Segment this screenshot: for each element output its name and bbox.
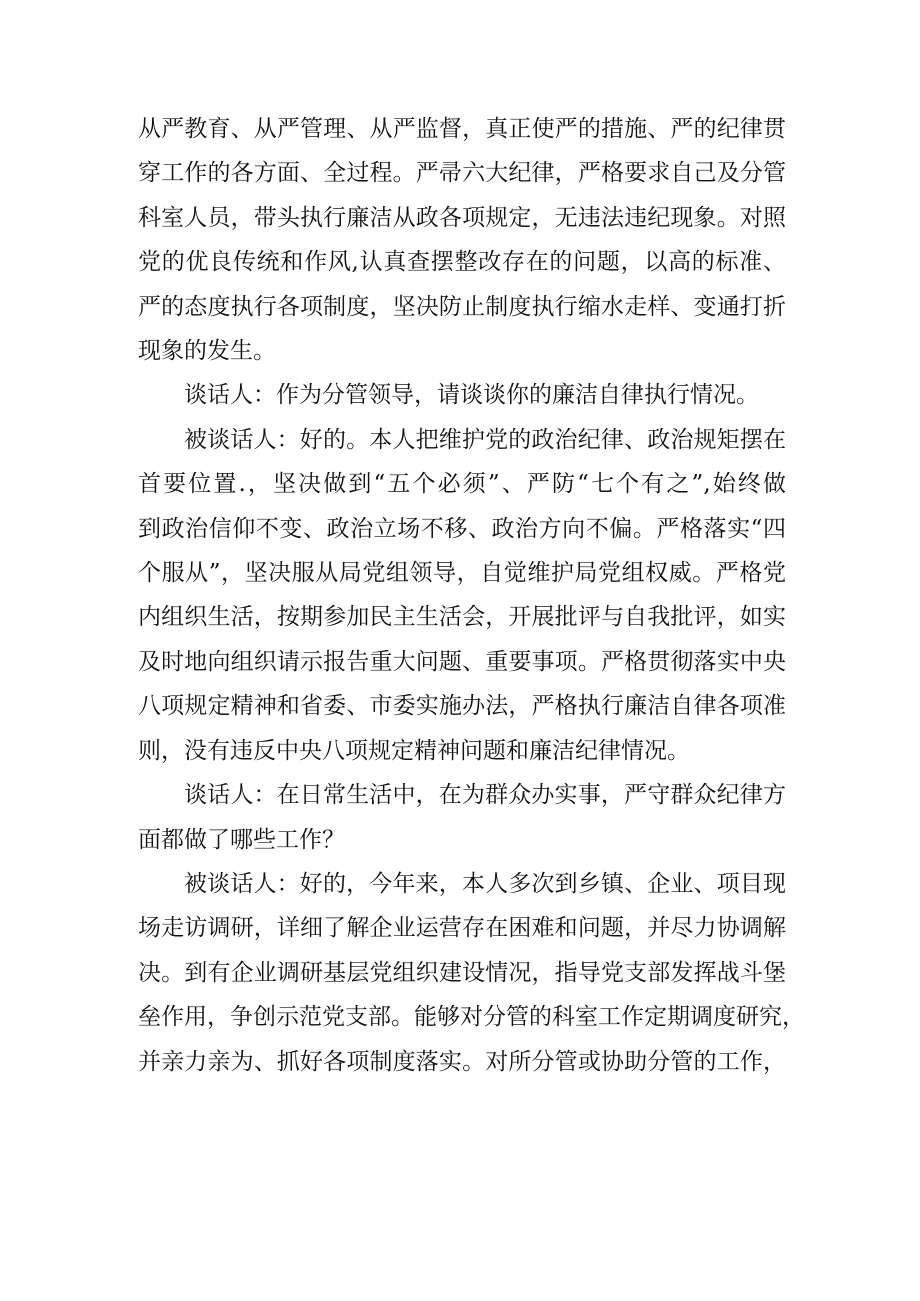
text-line: 个服从”，坚决服从局党组领导，自觉维护局党组权威。严格党	[138, 560, 786, 587]
text-line: 面都做了哪些工作？	[138, 826, 345, 853]
text-line: 现象的发生。	[138, 338, 276, 365]
text-line: 场走访调研，详细了解企业运营存在困难和问题，并尽力协调解	[138, 915, 786, 942]
text-line: 内组织生活，按期参加民主生活会，开展批评与自我批评，如实	[138, 604, 786, 631]
paragraph-2-question	[138, 373, 786, 417]
text-line: 从严教育、从严管理、从严监督，真正使严的措施、严的纪律贯	[138, 116, 786, 142]
document-body	[138, 107, 805, 1084]
text-line: 谈话人：作为分管领导，请谈谈你的廉洁自律执行情况。	[184, 382, 759, 409]
text-line: 党的优良传统和作风,认真查摆整改存在的问题，以高的标准、	[138, 249, 786, 276]
text-line: 并亲力亲为、抓好各项制度落实。对所分管或协助分管的工作，	[138, 1048, 786, 1075]
paragraph-1	[138, 107, 786, 373]
text-line: 首要位置.，坚决做到“五个必须”、严防“七个有之”,始终做	[138, 471, 786, 498]
text-line: 严的态度执行各项制度，坚决防止制度执行缩水走样、变通打折	[138, 293, 786, 320]
text-line: 决。到有企业调研基层党组织建设情况，指导党支部发挥战斗堡	[138, 959, 786, 986]
paragraph-4-question	[138, 773, 786, 862]
text-line: 谈话人：在日常生活中，在为群众办实事，严守群众纪律方	[184, 782, 786, 809]
text-line: 垒作用，争创示范党支部。能够对分管的科室工作定期调度研究，	[138, 1004, 805, 1031]
text-line: 八项规定精神和省委、市委实施办法，严格执行廉洁自律各项准	[138, 693, 786, 720]
text-line: 及时地向组织请示报告重大问题、重要事项。严格贯彻落实中央	[138, 648, 786, 675]
text-line: 被谈话人：好的。本人把维护党的政治纪律、政治规矩摆在	[184, 426, 786, 453]
text-line: 穿工作的各方面、全过程。严帚六大纪律，严格要求自己及分管	[138, 160, 786, 187]
paragraph-3-answer	[138, 418, 786, 773]
paragraph-5-answer	[138, 862, 805, 1084]
text-line: 被谈话人：好的，今年来，本人多次到乡镇、企业、项目现	[184, 870, 786, 897]
text-line: 到政治信仰不变、政治立场不移、政治方向不偏。严格落实“四	[138, 515, 786, 542]
text-line: 则，没有违反中央八项规定精神问题和廉洁纪律情况。	[138, 737, 690, 764]
text-line: 科室人员，带头执行廉洁从政各项规定，无违法违纪现象。对照	[138, 204, 786, 231]
